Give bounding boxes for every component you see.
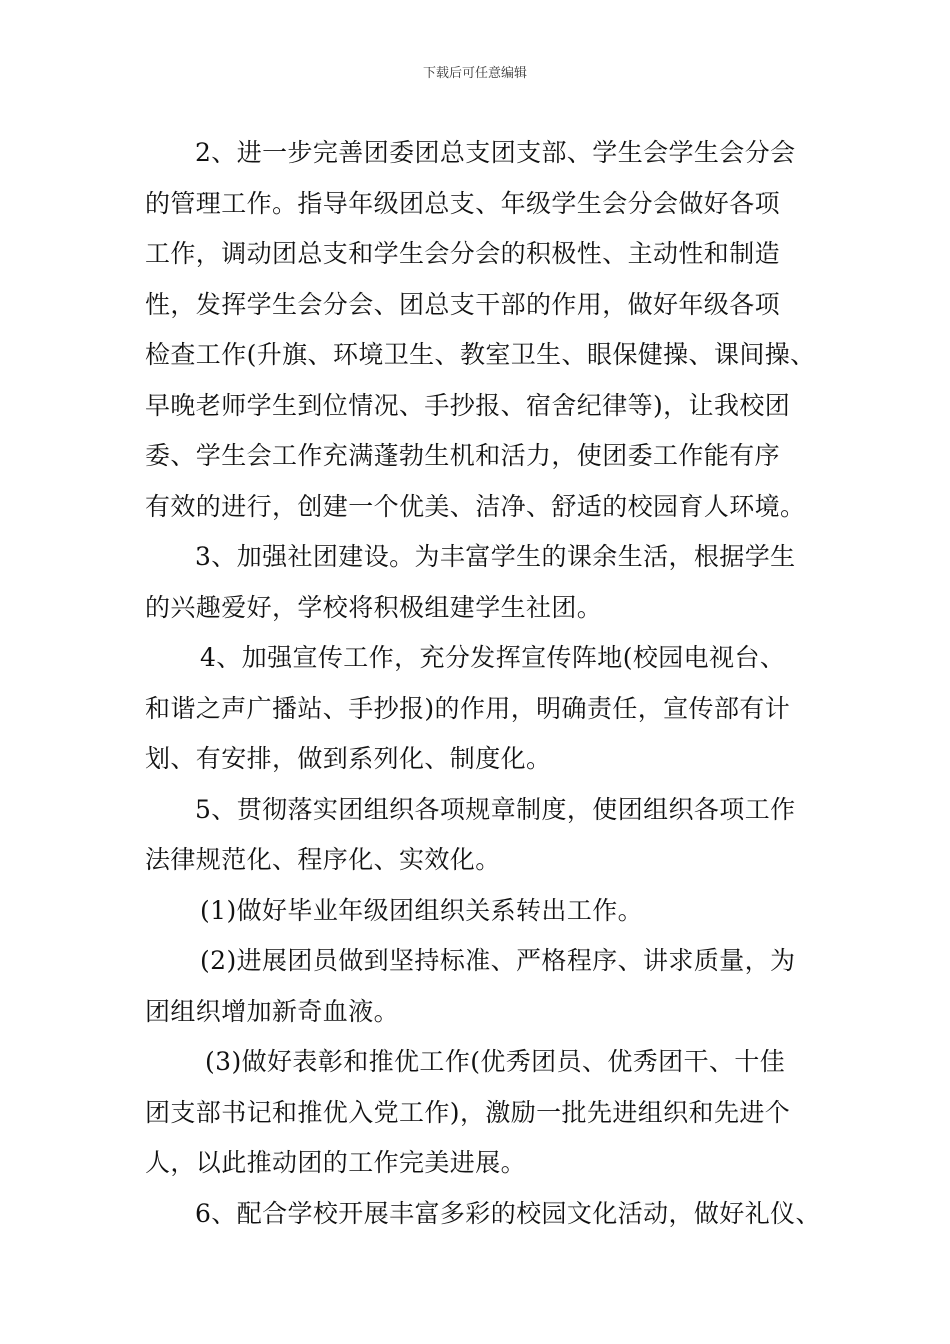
- paragraph-2-line-2: 的管理工作。指导年级团总支、年级学生会分会做好各项: [145, 188, 781, 218]
- item-2-line-1: (2)进展团员做到坚持标准、严格程序、讲求质量，为: [200, 946, 796, 975]
- paragraph-2-line-3: 工作，调动团总支和学生会分会的积极性、主动性和制造: [145, 239, 781, 268]
- item-3-line-3: 人，以此推动团的工作完美进展。: [145, 1148, 527, 1177]
- item-2-line-2: 团组织增加新奇血液。: [145, 996, 400, 1026]
- paragraph-2-line-6: 早晚老师学生到位情况、手抄报、宿舍纪律等)，让我校团: [145, 390, 791, 420]
- paragraph-5-line-1: 5、贯彻落实团组织各项规章制度，使团组织各项工作: [195, 794, 796, 824]
- paragraph-2-line-1: 2、进一步完善团委团总支团支部、学生会学生会分会: [195, 138, 796, 167]
- paragraph-4-line-3: 划、有安排，做到系列化、制度化。: [145, 744, 552, 773]
- paragraph-3-line-2: 的兴趣爱好，学校将积极组建学生社团。: [145, 592, 603, 622]
- paragraph-2-line-5: 检查工作(升旗、环境卫生、教室卫生、眼保健操、课间操、: [145, 340, 816, 369]
- item-1-line-1: (1)做好毕业年级团组织关系转出工作。: [200, 895, 644, 925]
- paragraph-4-line-1: 4、加强宣传工作，充分发挥宣传阵地(校园电视台、: [200, 643, 786, 672]
- paragraph-5-line-2: 法律规范化、程序化、实效化。: [145, 845, 501, 874]
- paragraph-2-line-8: 有效的进行，创建一个优美、洁净、舒适的校园育人环境。: [145, 491, 806, 521]
- page-header: 下载后可任意编辑: [422, 66, 527, 81]
- document-body: [145, 128, 835, 1239]
- item-3-line-1: (3)做好表彰和推优工作(优秀团员、优秀团干、十佳: [205, 1047, 786, 1076]
- item-3-line-2: 团支部书记和推优入党工作)，激励一批先进组织和先进个: [145, 1097, 791, 1127]
- paragraph-6-line-1: 6、配合学校开展丰富多彩的校园文化活动，做好礼仪、: [195, 1198, 821, 1228]
- paragraph-2-line-4: 性，发挥学生会分会、团总支干部的作用，做好年级各项: [145, 289, 781, 319]
- paragraph-4-line-2: 和谐之声广播站、手抄报)的作用，明确责任，宣传部有计: [145, 693, 791, 723]
- paragraph-3-line-1: 3、加强社团建设。为丰富学生的课余生活，根据学生: [195, 542, 796, 571]
- paragraph-2-line-7: 委、学生会工作充满蓬勃生机和活力，使团委工作能有序: [145, 441, 781, 470]
